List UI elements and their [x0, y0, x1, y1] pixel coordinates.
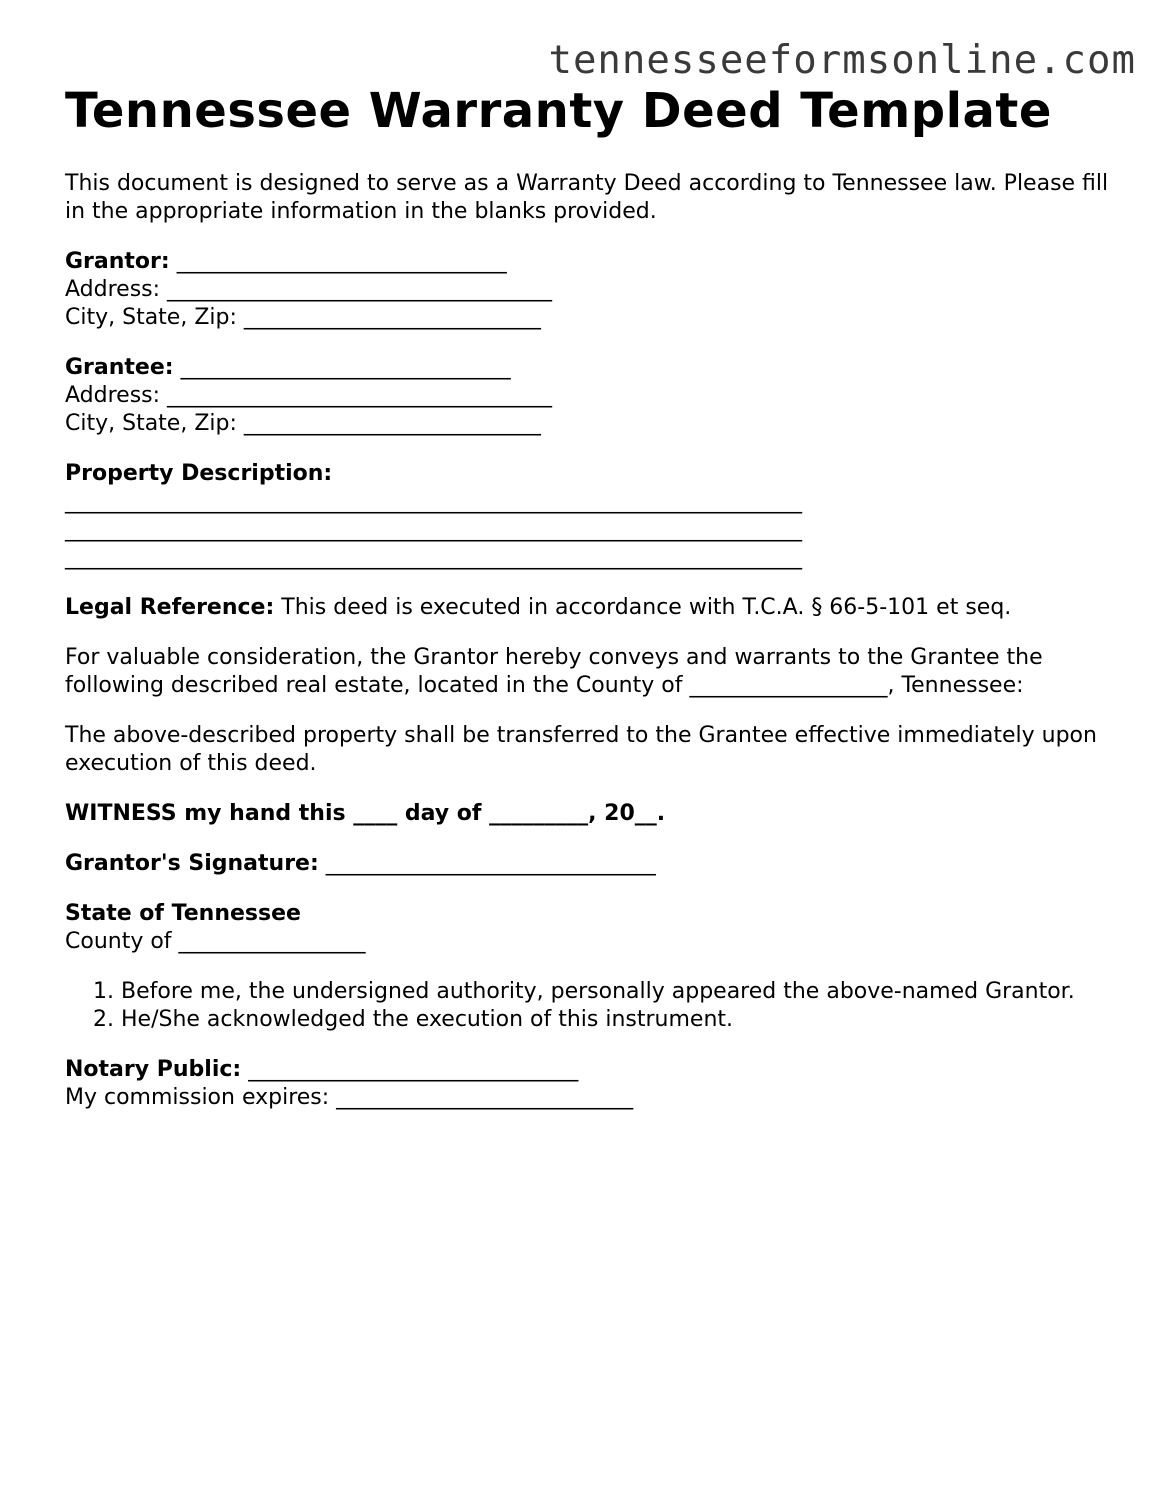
grantor-address-label: Address: — [65, 277, 161, 302]
county-field[interactable]: _________________ — [171, 929, 366, 954]
grantor-signature-field[interactable]: ______________________________ — [318, 851, 656, 876]
notary-state-section — [65, 900, 1125, 956]
commission-field[interactable]: ___________________________ — [329, 1085, 634, 1110]
grantee-name-field[interactable]: ______________________________ — [173, 355, 511, 380]
county-line — [65, 928, 1125, 956]
conveyance-paragraph: For valuable consideration, the Grantor hereby conveys and warrants to the Grantee the following described real estate, located in the County of __________________, Tennessee: — [65, 645, 1043, 698]
notary-public-label: Notary Public: — [65, 1057, 242, 1082]
grantee-label: Grantee: — [65, 355, 174, 380]
grantee-address-label: Address: — [65, 383, 161, 408]
page-title: Tennessee Warranty Deed Template — [65, 83, 1052, 139]
list-item: 1. Before me, the undersigned authority, personally appeared the above-named Grantor. — [121, 978, 1125, 1006]
commission-label: My commission expires: — [65, 1085, 330, 1110]
witness-line: WITNESS my hand this ____ day of _________, 20__. — [65, 801, 666, 826]
grantee-name-line — [65, 354, 1125, 382]
watermark: tennesseeformsonline.com — [548, 38, 1136, 83]
property-description-label: Property Description: — [65, 461, 333, 486]
legal-reference-text: This deed is executed in accordance with T.C.A. § 66-5-101 et seq. — [274, 595, 1012, 620]
grantor-name-line — [65, 248, 1125, 276]
grantee-section — [65, 354, 1125, 438]
grantor-name-field[interactable]: ______________________________ — [169, 249, 507, 274]
grantor-address-field[interactable]: ___________________________________ — [160, 277, 553, 302]
grantee-city-line — [65, 410, 1125, 438]
notary-section — [65, 1056, 1125, 1112]
notary-public-line — [65, 1056, 1125, 1084]
grantee-address-field[interactable]: ___________________________________ — [160, 383, 553, 408]
property-description-line[interactable]: ___________________________________________________________________ — [65, 517, 802, 542]
grantor-signature-line — [65, 850, 1125, 878]
list-item: 2. He/She acknowledged the execution of this instrument. — [121, 1006, 1125, 1034]
grantor-section — [65, 248, 1125, 332]
grantor-city-line — [65, 304, 1125, 332]
document-body — [65, 80, 1125, 1134]
property-description-line[interactable]: ___________________________________________________________________ — [65, 545, 802, 570]
property-description-line[interactable]: ___________________________________________________________________ — [65, 489, 802, 514]
county-label: County of — [65, 929, 172, 954]
grantee-city-field[interactable]: ___________________________ — [236, 411, 541, 436]
grantor-city-field[interactable]: ___________________________ — [236, 305, 541, 330]
transfer-paragraph: The above-described property shall be transferred to the Grantee effective immediately upon execution of this deed. — [65, 723, 1097, 776]
legal-reference — [65, 594, 1125, 622]
acknowledgment-list — [65, 978, 1125, 1034]
grantor-city-label: City, State, Zip: — [65, 305, 237, 330]
grantor-label: Grantor: — [65, 249, 170, 274]
legal-reference-label: Legal Reference: — [65, 595, 275, 620]
grantor-signature-label: Grantor's Signature: — [65, 851, 319, 876]
grantee-address-line — [65, 382, 1125, 410]
intro-paragraph: This document is designed to serve as a Warranty Deed according to Tennessee law. Please fill in the appropriate information in the blanks provided. — [65, 171, 1109, 224]
commission-line — [65, 1084, 1125, 1112]
grantee-city-label: City, State, Zip: — [65, 411, 237, 436]
notary-public-field[interactable]: ______________________________ — [241, 1057, 579, 1082]
state-heading: State of Tennessee — [65, 901, 301, 926]
grantor-address-line — [65, 276, 1125, 304]
property-description-section — [65, 460, 1125, 572]
